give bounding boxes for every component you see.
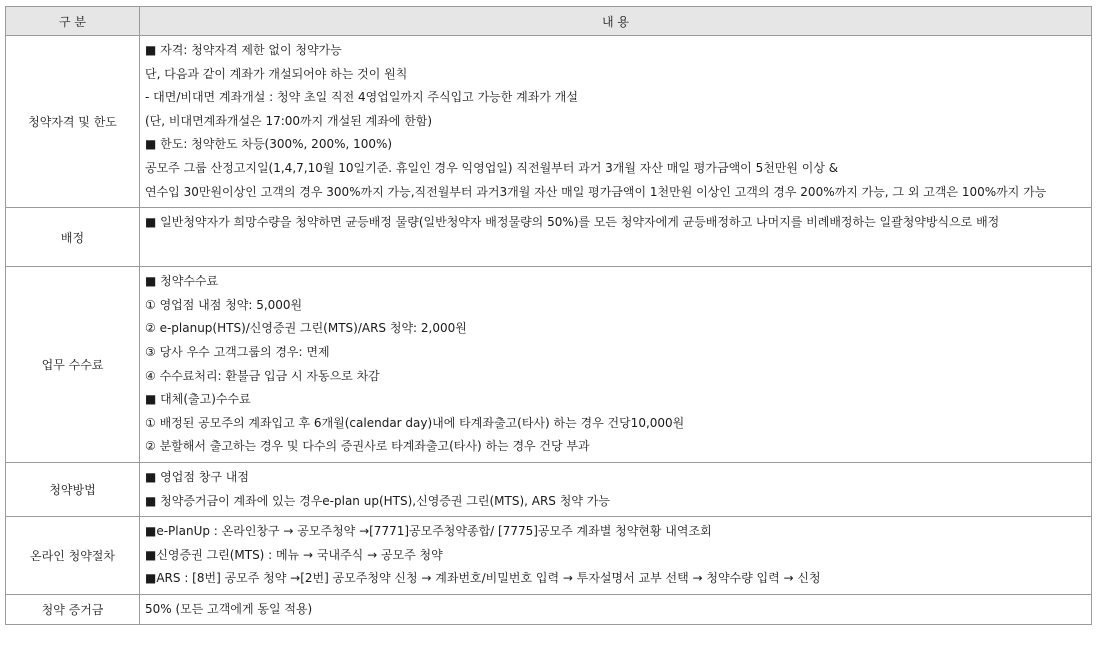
- content-line: ■ARS : [8번] 공모주 청약 →[2번] 공모주청약 신청 → 계좌번호/비밀번호 입력 → 투자설명서 교부 선택 → 청약수량 입력 → 신청: [145, 571, 821, 586]
- table-row: [6, 594, 1092, 625]
- content-line: 단, 다음과 같이 계좌가 개설되어야 하는 것이 원칙: [145, 66, 408, 81]
- content-line: ■ 영업점 창구 내점: [145, 469, 249, 484]
- row-content: [140, 517, 1092, 595]
- table-row: [6, 267, 1092, 463]
- content-line: ■신영증권 그린(MTS) : 메뉴 → 국내주식 → 공모주 청약: [145, 547, 443, 562]
- table-row: [6, 208, 1092, 267]
- content-line: ① 영업점 내점 청약: 5,000원: [145, 297, 303, 312]
- content-line: ③ 당사 우수 고객그룹의 경우: 면제: [145, 344, 330, 359]
- content-line: ■ 자격: 청약자격 제한 없이 청약가능: [145, 43, 342, 57]
- content-line: ■ 일반청약자가 희망수량을 청약하면 균등배정 물량(일반청약자 배정물량의 50%)를 모든 청약자에게 균등배정하고 나머지를 비례배정하는 일괄청약방식으로 배정: [145, 215, 1000, 230]
- row-content: [140, 36, 1092, 208]
- row-content: [140, 462, 1092, 516]
- header-category: 구 분: [6, 7, 140, 36]
- content-line: ■ 청약증거금이 계좌에 있는 경우e-plan up(HTS),신영증권 그린(MTS), ARS 청약 가능: [145, 493, 610, 508]
- row-label: 청약 증거금: [6, 594, 140, 625]
- row-label: 배정: [6, 208, 140, 267]
- content-line: 연수입 30만원이상인 고객의 경우 300%까지 가능,직전월부터 과거3개월 자산 매일 평가금액이 1천만원 이상인 고객의 경우 200%까지 가능, 그 외 고객은 100%까지 가능: [145, 184, 1047, 199]
- row-content: [140, 208, 1092, 267]
- content-line: ④ 수수료처리: 환불금 입금 시 자동으로 차감: [145, 368, 380, 383]
- content-line: ■e-PlanUp : 온라인창구 → 공모주청약 →[7771]공모주청약종합/ [7775]공모주 계좌별 청약현황 내역조회: [145, 524, 712, 539]
- row-label: 업무 수수료: [6, 267, 140, 463]
- content-line: ■ 대체(출고)수수료: [145, 392, 251, 407]
- table-header-row: [6, 7, 1092, 36]
- content-line: 공모주 그룹 산정고지일(1,4,7,10월 10일기준. 휴일인 경우 익영업일) 직전월부터 과거 3개월 자산 매일 평가금액이 5천만원 이상 &: [145, 160, 839, 175]
- content-line: ■ 청약수수료: [145, 274, 219, 289]
- table-row: [6, 517, 1092, 595]
- content-line: ② e-planup(HTS)/신영증권 그린(MTS)/ARS 청약: 2,000원: [145, 321, 467, 336]
- row-label: 온라인 청약절차: [6, 517, 140, 595]
- row-content: [140, 594, 1092, 625]
- subscription-info-table: [5, 6, 1092, 625]
- content-line: ■ 한도: 청약한도 차등(300%, 200%, 100%): [145, 137, 393, 152]
- content-line: (단, 비대면계좌개설은 17:00까지 개설된 계좌에 한함): [145, 113, 433, 128]
- content-line: ② 분할해서 출고하는 경우 및 다수의 증권사로 타계좌출고(타사) 하는 경우 건당 부과: [145, 439, 590, 454]
- content-line: - 대면/비대면 계좌개설 : 청약 초일 직전 4영업일까지 주식입고 가능한 계좌가 개설: [145, 90, 578, 105]
- header-content: 내 용: [140, 7, 1092, 36]
- content-line: 50% (모든 고객에게 동일 적용): [145, 601, 313, 616]
- table-row: [6, 462, 1092, 516]
- row-label: 청약자격 및 한도: [6, 36, 140, 208]
- table-row: [6, 36, 1092, 208]
- row-label: 청약방법: [6, 462, 140, 516]
- content-line: ① 배정된 공모주의 계좌입고 후 6개월(calendar day)내에 타계좌출고(타사) 하는 경우 건당10,000원: [145, 415, 685, 430]
- row-content: [140, 267, 1092, 463]
